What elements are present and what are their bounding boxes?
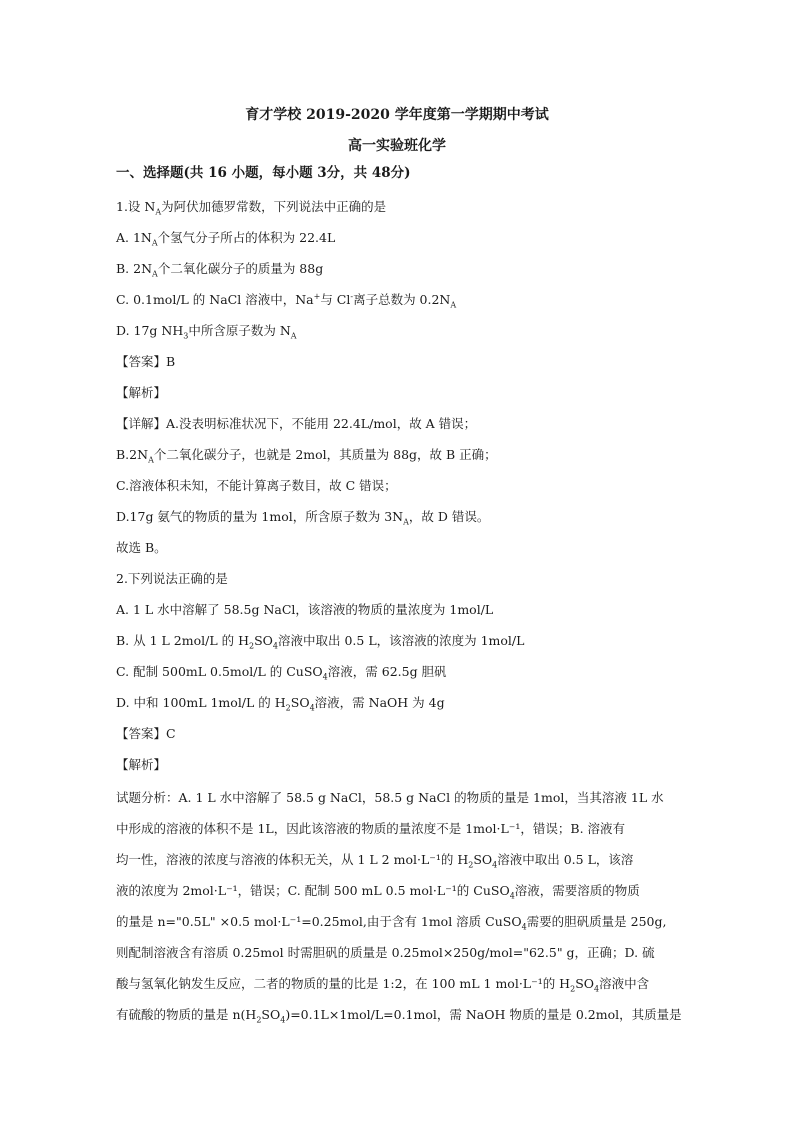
q1-option-c: C. 0.1mol/L 的 NaCl 溶液中，Na+与 Cl-离子总数为 $0.2N_A$ [116,291,457,310]
q1-option-b: B. $2N_A$个二氧化碳分子的质量为 88g [116,261,324,279]
q2-analysis-line-7: 酸与氢氧化钠发生反应，二者的物质的量的比是 1:2，在 100 mL 1 mol·L⁻¹的 $H_2SO_4$溶液中含 [116,976,650,994]
q2-analysis-label: 【解析】 [116,757,167,772]
exam-subtitle: 高一实验班化学 [348,138,446,154]
q1-option-d: D. 17g $NH_3$中所含原子数为 $N_A$ [116,323,297,341]
q2-option-b: B. 从 1 L 2mol/L 的 $H_2SO_4$溶液中取出 0.5 L，该溶液的浓度为 1mol/L [116,633,525,651]
q1-conclusion: 故选 B。 [116,540,167,555]
q2-option-d: D. 中和 100mL 1mol/L 的 $H_2SO_4$溶液，需 NaOH 为 4g [116,695,445,713]
q2-analysis-line-2: 中形成的溶液的体积不是 1L，因此该溶液的物质的量浓度不是 1mol·L⁻¹，错误；B. 溶液有 [116,821,626,836]
q1-option-a: A. $1N_A$个氢气分子所占的体积为 22.4L [116,230,336,248]
q2-analysis-line-4: 液的浓度为 2mol·L⁻¹，错误；C. 配制 500 mL 0.5 mol·L⁻¹的 CuSO$_4$溶液，需要溶质的物质 [116,883,640,901]
q1-detail-d: D.17g 氨气的物质的量为 1mol，所含原子数为 $3N_A$，故 D 错误。 [116,509,490,527]
q2-analysis-line-1: 试题分析：A. 1 L 水中溶解了 58.5 g NaCl，58.5 g NaCl 的物质的量是 1mol，当其溶液 1L 水 [116,790,664,805]
q2-analysis-line-5: 的量是 n="0.5L" ×0.5 mol·L⁻¹=0.25mol,由于含有 1mol 溶质 CuSO$_4$需要的胆矾质量是 250g, [116,914,667,932]
q1-answer: 【答案】B [116,354,176,369]
q2-option-c: C. 配制 500mL 0.5mol/L 的 CuSO$_4$溶液，需 62.5g 胆矾 [116,664,447,682]
exam-title: 育才学校 2019-2020 学年度第一学期期中考试 [245,107,549,123]
q1-stem: 1.设 $N_A$为阿伏加德罗常数，下列说法中正确的是 [116,199,387,217]
q2-stem: 2.下列说法正确的是 [116,571,228,586]
q1-analysis-label: 【解析】 [116,385,167,400]
q2-analysis-line-3: 均一性，溶液的浓度与溶液的体积无关，从 1 L 2 mol·L⁻¹的 $H_2SO_4$溶液中取出 0.5 L，该溶 [116,852,634,870]
q2-analysis-line-8: 有硫酸的物质的量是 $n(H_2SO_4)=0.1L\times 1mol/L=0.1mol$，需 NaOH 物质的量是 0.2mol，其质量是 [116,1007,682,1025]
q2-analysis-line-6: 则配制溶液含有溶质 0.25mol 时需胆矾的质量是 0.25mol×250g/mol="62.5" g，正确；D. 硫 [116,945,655,960]
q2-option-a: A. 1 L 水中溶解了 58.5g NaCl，该溶液的物质的量浓度为 1mol/L [116,602,494,617]
q1-detail-c: C.溶液体积未知，不能计算离子数目，故 C 错误； [116,478,397,493]
q1-detail-b: $B.2N_A$个二氧化碳分子，也就是 2mol，其质量为 88g，故 B 正确； [116,447,497,465]
q1-detail-a: 【详解】A.没表明标准状况下，不能用 22.4L/mol，故 A 错误； [116,416,477,431]
q2-answer: 【答案】C [116,726,176,741]
section-heading: 一、选择题(共 16 小题，每小题 3分，共 48分) [116,165,411,181]
